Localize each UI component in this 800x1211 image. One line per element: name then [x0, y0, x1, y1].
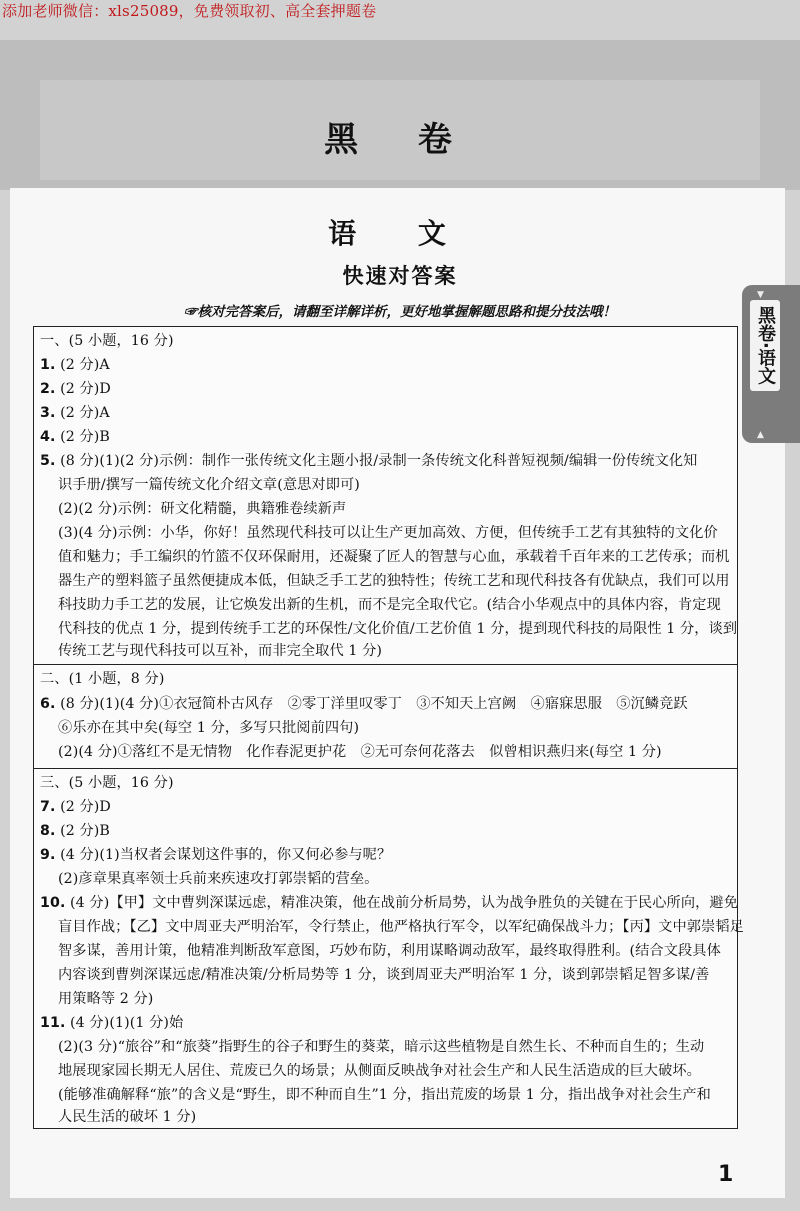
question-number: 5.: [40, 453, 56, 469]
question-number: 10.: [40, 895, 66, 911]
side-tab-up-icon: ▲: [757, 430, 764, 440]
section-2: [34, 664, 737, 769]
answer-line: [40, 425, 731, 449]
answer-text: (4 分)【甲】文中曹刿深谋远虑，精准决策，他在战前分析局势，认为战争胜负的关键在于民心所向，避免: [65, 895, 738, 911]
side-tab-label: 黑卷·语文: [750, 300, 780, 391]
answer-line: (2)(3 分)“旅谷”和“旅葵”指野生的谷子和野生的葵菜，暗示这些植物是自然生长、不种而自生的；生动: [58, 1039, 705, 1055]
answer-line: ⑥乐亦在其中矣(每空 1 分，多写只批阅前四句): [58, 720, 360, 736]
answer-line: [40, 843, 731, 867]
question-number: 9.: [40, 847, 56, 863]
answer-line: (2)(2 分)示例：研文化精髓，典籍雅卷续新声: [58, 501, 347, 517]
answer-line: 内容谈到曹刿深谋远虑/精准决策/分析局势等 1 分，谈到周亚夫严明治军 1 分，谈到郭崇韬足智多谋/善: [58, 967, 710, 983]
answer-text: (2 分)B: [55, 823, 110, 839]
question-number: 4.: [40, 429, 56, 445]
page-number: 1: [718, 1162, 734, 1187]
answer-line: [40, 401, 731, 425]
series-title: 黑 卷: [324, 120, 476, 160]
answer-text: (2 分)D: [55, 799, 111, 815]
question-number: 3.: [40, 405, 56, 421]
answer-line: [40, 891, 738, 915]
answer-line: 传统工艺与现代科技可以互补，而非完全取代 1 分): [58, 643, 383, 659]
answer-line: 用策略等 2 分): [58, 991, 154, 1007]
answer-line: 代科技的优点 1 分，提到传统手工艺的环保性/文化价值/工艺价值 1 分，提到现代科技的局限性 1 分，谈到: [58, 621, 738, 637]
answer-line: 盲目作战；【乙】文中周亚夫严明治军，令行禁止，他严格执行军令，以军纪确保战斗力；【丙】文中郭崇韬足: [58, 919, 744, 935]
section-header: 二、(1 小题，8 分): [40, 671, 165, 687]
section-1: [34, 327, 737, 664]
section-header: 一、(5 小题，16 分): [40, 333, 174, 349]
question-number: 8.: [40, 823, 56, 839]
answer-line: [40, 1011, 731, 1035]
question-number: 7.: [40, 799, 56, 815]
answer-line: 智多谋，善用计策，他精准判断敌军意图，巧妙布防，利用谋略调动敌军，最终取得胜利。(结合文段具体: [58, 943, 721, 959]
watermark-note: 添加老师微信：xls25089，免费领取初、高全套押题卷: [2, 2, 377, 20]
question-number: 6.: [40, 696, 56, 712]
subtitle: 快速对答案: [342, 264, 458, 288]
answer-line: [40, 795, 731, 819]
answer-text: (2 分)D: [55, 381, 111, 397]
question-number: 11.: [40, 1015, 66, 1031]
hint-text: ☞核对完答案后，请翻至详解详析，更好地掌握解题思路和提分技法哦！: [184, 304, 616, 320]
answer-line: [40, 377, 731, 401]
answer-text: (4 分)(1)(1 分)始: [65, 1015, 184, 1031]
answer-text: (2 分)B: [55, 429, 110, 445]
answer-line: (3)(4 分)示例：小华，你好！虽然现代科技可以让生产更加高效、方便，但传统手工艺有其独特的文化价: [58, 525, 718, 541]
answer-line: 地展现家园长期无人居住、荒废已久的场景；从侧面反映战争对社会生产和人民生活造成的巨大破坏。: [58, 1063, 701, 1079]
answer-text: (2 分)A: [55, 405, 110, 421]
question-number: 1.: [40, 357, 56, 373]
answer-text: (8 分)(1)(2 分)示例：制作一张传统文化主题小报/录制一条传统文化科普短视频/编辑一份传统文化知: [55, 453, 698, 469]
answer-line: 识手册/撰写一篇传统文化介绍文章(意思对即可): [58, 477, 360, 493]
answer-line: 器生产的塑料篮子虽然便捷成本低，但缺乏手工艺的独特性；传统工艺和现代科技各有优缺点，我们可以用: [58, 573, 730, 589]
answer-line: (2)彦章果真率领士兵前来疾速攻打郭崇韬的营垒。: [58, 871, 379, 887]
answer-line: 科技助力手工艺的发展，让它焕发出新的生机，而不是完全取代它。(结合小华观点中的具体内容，肯定现: [58, 597, 721, 613]
side-tab-down-icon: ▼: [757, 290, 764, 300]
answer-line: [40, 819, 731, 843]
answer-text: (4 分)(1)当权者会谋划这件事的，你又何必参与呢？: [55, 847, 392, 863]
answer-line: [40, 353, 731, 377]
answer-line: (2)(4 分)①落红不是无情物 化作春泥更护花 ②无可奈何花落去 似曾相识燕归来(每空 1 分): [58, 744, 662, 760]
answer-line: [40, 449, 731, 473]
question-number: 2.: [40, 381, 56, 397]
answer-line: 人民生活的破坏 1 分): [58, 1109, 197, 1125]
answer-text: (8 分)(1)(4 分)①衣冠简朴古风存 ②零丁洋里叹零丁 ③不知天上宫阙 ④寤寐思服 ⑤沉鳞竞跃: [55, 696, 688, 712]
answer-line: (能够准确解释“旅”的含义是“野生，即不种而自生”1 分，指出荒废的场景 1 分，指出战争对社会生产和: [58, 1087, 711, 1103]
answer-line: [40, 692, 731, 716]
answer-line: 值和魅力；手工编织的竹篮不仅环保耐用，还凝聚了匠人的智慧与心血，承载着千百年来的工艺传承；而机: [58, 549, 730, 565]
section-3: [34, 768, 744, 1129]
section-header: 三、(5 小题，16 分): [40, 775, 174, 791]
answer-text: (2 分)A: [55, 357, 110, 373]
answer-box: [33, 326, 744, 1129]
subject-title: 语 文: [328, 217, 472, 250]
